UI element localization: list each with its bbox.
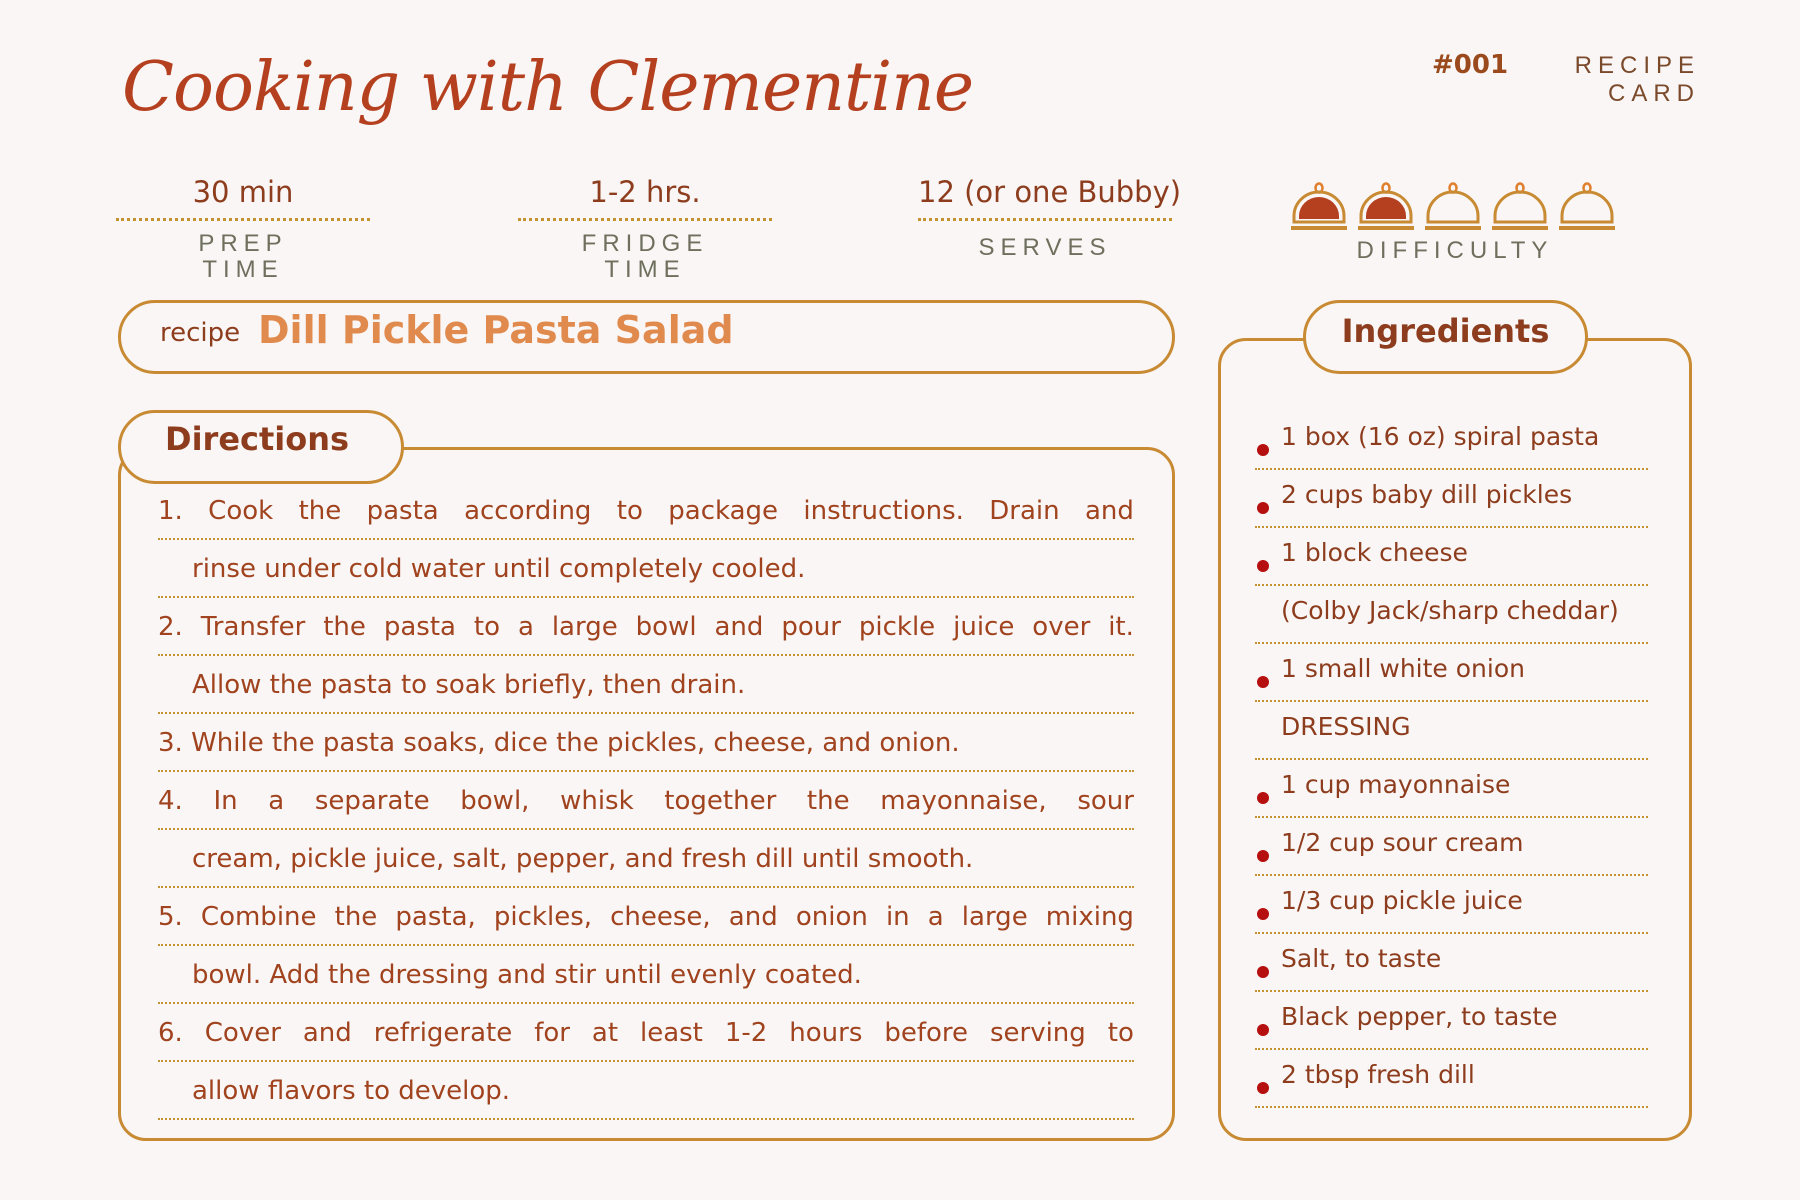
ingredient-text: DRESSING bbox=[1281, 712, 1411, 741]
direction-word: separate bbox=[314, 786, 430, 816]
direction-word: pour bbox=[781, 612, 841, 642]
direction-word: the bbox=[298, 496, 342, 526]
direction-word: refrigerate bbox=[373, 1018, 513, 1048]
cloche-empty-icon bbox=[1558, 182, 1616, 232]
direction-word: Cook bbox=[208, 496, 274, 526]
direction-word: pasta bbox=[383, 612, 456, 642]
ingredient-text: 1 box (16 oz) spiral pasta bbox=[1281, 422, 1600, 451]
ingredient-text: 2 cups baby dill pickles bbox=[1281, 480, 1573, 509]
serves-stat bbox=[918, 172, 1182, 261]
ingredient-item bbox=[1255, 528, 1648, 586]
difficulty-label: DIFFICULTY bbox=[1356, 237, 1554, 264]
direction-word: pasta bbox=[366, 496, 439, 526]
bullet-icon bbox=[1257, 560, 1269, 572]
directions-list bbox=[158, 482, 1134, 1120]
ingredient-text: (Colby Jack/sharp cheddar) bbox=[1281, 596, 1619, 625]
direction-word: to bbox=[616, 496, 643, 526]
direction-word: onion bbox=[795, 902, 868, 932]
direction-word: sour bbox=[1077, 786, 1134, 816]
fridge-time-divider bbox=[518, 218, 772, 221]
bullet-icon bbox=[1257, 792, 1269, 804]
bullet-icon bbox=[1257, 676, 1269, 688]
card-label-line2: CARD bbox=[1607, 80, 1700, 107]
ingredient-text: 1 block cheese bbox=[1281, 538, 1468, 567]
direction-word: In bbox=[213, 786, 238, 816]
prep-time-value: 30 min bbox=[192, 175, 294, 209]
direction-word: 5. bbox=[158, 902, 183, 932]
direction-word: least bbox=[639, 1018, 703, 1048]
direction-word: mixing bbox=[1045, 902, 1134, 932]
ingredient-text: 1 cup mayonnaise bbox=[1281, 770, 1511, 799]
ingredient-item bbox=[1255, 818, 1648, 876]
direction-word: pickle bbox=[858, 612, 936, 642]
fridge-time-stat bbox=[518, 172, 772, 283]
direction-word: 1-2 bbox=[724, 1018, 768, 1048]
ingredient-text: 2 tbsp fresh dill bbox=[1281, 1060, 1475, 1089]
bullet-icon bbox=[1257, 1024, 1269, 1036]
fridge-label-line1: FRIDGE bbox=[581, 230, 709, 257]
directions-title: Directions bbox=[165, 420, 350, 458]
prep-label-line2: TIME bbox=[202, 256, 284, 283]
direction-word: in bbox=[885, 902, 910, 932]
ingredient-item bbox=[1255, 412, 1648, 470]
direction-word: bowl, bbox=[460, 786, 530, 816]
brand-title: Cooking with Clementine bbox=[122, 48, 974, 127]
direction-word: 4. bbox=[158, 786, 183, 816]
direction-word: instructions. bbox=[803, 496, 964, 526]
direction-word: 6. bbox=[158, 1018, 183, 1048]
direction-word: serving bbox=[989, 1018, 1086, 1048]
direction-word: a bbox=[927, 902, 944, 932]
direction-word: 2. bbox=[158, 612, 183, 642]
direction-line bbox=[158, 888, 1134, 946]
direction-word: hours bbox=[789, 1018, 863, 1048]
direction-word: Transfer bbox=[200, 612, 306, 642]
bullet-icon bbox=[1257, 502, 1269, 514]
direction-word: large bbox=[961, 902, 1028, 932]
ingredient-text: 1 small white onion bbox=[1281, 654, 1525, 683]
cloche-empty-icon bbox=[1424, 182, 1482, 232]
direction-word: before bbox=[884, 1018, 969, 1048]
direction-word: and bbox=[1085, 496, 1134, 526]
direction-word: Combine bbox=[200, 902, 317, 932]
ingredients-title: Ingredients bbox=[1341, 312, 1550, 350]
direction-word: according bbox=[464, 496, 592, 526]
ingredient-text: Black pepper, to taste bbox=[1281, 1002, 1558, 1031]
direction-word: to bbox=[1107, 1018, 1134, 1048]
card-number: #001 bbox=[1432, 50, 1509, 80]
serves-divider bbox=[918, 218, 1172, 221]
direction-word: and bbox=[728, 902, 778, 932]
bullet-icon bbox=[1257, 908, 1269, 920]
direction-word: pasta, bbox=[395, 902, 476, 932]
direction-word: to bbox=[473, 612, 500, 642]
ingredient-item bbox=[1255, 644, 1648, 702]
ingredients-list bbox=[1255, 412, 1648, 1108]
direction-word: the bbox=[334, 902, 378, 932]
prep-time-stat bbox=[116, 172, 370, 283]
direction-word: juice bbox=[953, 612, 1015, 642]
direction-word: and bbox=[714, 612, 764, 642]
cloche-empty-icon bbox=[1491, 182, 1549, 232]
direction-word: cheese, bbox=[610, 902, 711, 932]
bullet-icon bbox=[1257, 850, 1269, 862]
direction-word: it. bbox=[1108, 612, 1134, 642]
direction-line: Allow the pasta to soak briefly, then drain. bbox=[158, 656, 1134, 714]
ingredient-text: Salt, to taste bbox=[1281, 944, 1442, 973]
direction-line bbox=[158, 1004, 1134, 1062]
ingredient-item bbox=[1255, 992, 1648, 1050]
direction-line: allow flavors to develop. bbox=[158, 1062, 1134, 1120]
serves-value: 12 (or one Bubby) bbox=[918, 175, 1182, 209]
direction-word: for bbox=[534, 1018, 570, 1048]
recipe-name: Dill Pickle Pasta Salad bbox=[258, 308, 734, 352]
ingredient-item bbox=[1255, 760, 1648, 818]
direction-word: Drain bbox=[989, 496, 1060, 526]
direction-line bbox=[158, 598, 1134, 656]
direction-word: Cover bbox=[204, 1018, 281, 1048]
direction-word: bowl bbox=[635, 612, 697, 642]
bullet-icon bbox=[1257, 444, 1269, 456]
direction-line bbox=[158, 772, 1134, 830]
fridge-time-value: 1-2 hrs. bbox=[589, 175, 701, 209]
ingredient-item bbox=[1255, 702, 1648, 760]
direction-word: a bbox=[268, 786, 285, 816]
ingredient-text: 1/3 cup pickle juice bbox=[1281, 886, 1523, 915]
direction-line: 3. While the pasta soaks, dice the pickles, cheese, and onion. bbox=[158, 714, 1134, 772]
serves-label: SERVES bbox=[978, 234, 1112, 261]
direction-word: whisk bbox=[560, 786, 634, 816]
direction-word: package bbox=[668, 496, 779, 526]
direction-line: rinse under cold water until completely cooled. bbox=[158, 540, 1134, 598]
card-label bbox=[1560, 52, 1700, 108]
ingredient-text: 1/2 cup sour cream bbox=[1281, 828, 1524, 857]
direction-line bbox=[158, 482, 1134, 540]
direction-word: a bbox=[517, 612, 534, 642]
ingredient-item bbox=[1255, 876, 1648, 934]
direction-word: over bbox=[1032, 612, 1091, 642]
direction-word: the bbox=[323, 612, 366, 642]
direction-word: pickles, bbox=[493, 902, 592, 932]
cloche-filled-icon bbox=[1357, 182, 1415, 232]
prep-label-line1: PREP bbox=[198, 230, 288, 257]
ingredient-item bbox=[1255, 586, 1648, 644]
fridge-label-line2: TIME bbox=[604, 256, 686, 283]
direction-line: cream, pickle juice, salt, pepper, and fresh dill until smooth. bbox=[158, 830, 1134, 888]
direction-word: large bbox=[551, 612, 618, 642]
direction-word: 1. bbox=[158, 496, 183, 526]
prep-time-label bbox=[116, 231, 370, 283]
bullet-icon bbox=[1257, 1082, 1269, 1094]
bullet-icon bbox=[1257, 966, 1269, 978]
direction-word: mayonnaise, bbox=[880, 786, 1047, 816]
ingredient-item bbox=[1255, 470, 1648, 528]
cloche-filled-icon bbox=[1290, 182, 1348, 232]
direction-word: and bbox=[302, 1018, 352, 1048]
fridge-time-label bbox=[518, 231, 772, 283]
direction-line: bowl. Add the dressing and stir until evenly coated. bbox=[158, 946, 1134, 1004]
ingredient-item bbox=[1255, 934, 1648, 992]
direction-word: the bbox=[806, 786, 850, 816]
recipe-label: recipe bbox=[160, 318, 241, 348]
ingredient-item bbox=[1255, 1050, 1648, 1108]
prep-time-divider bbox=[116, 218, 370, 221]
difficulty-rating bbox=[1290, 182, 1620, 232]
direction-word: together bbox=[664, 786, 777, 816]
direction-word: at bbox=[591, 1018, 619, 1048]
card-label-line1: RECIPE bbox=[1574, 52, 1700, 79]
